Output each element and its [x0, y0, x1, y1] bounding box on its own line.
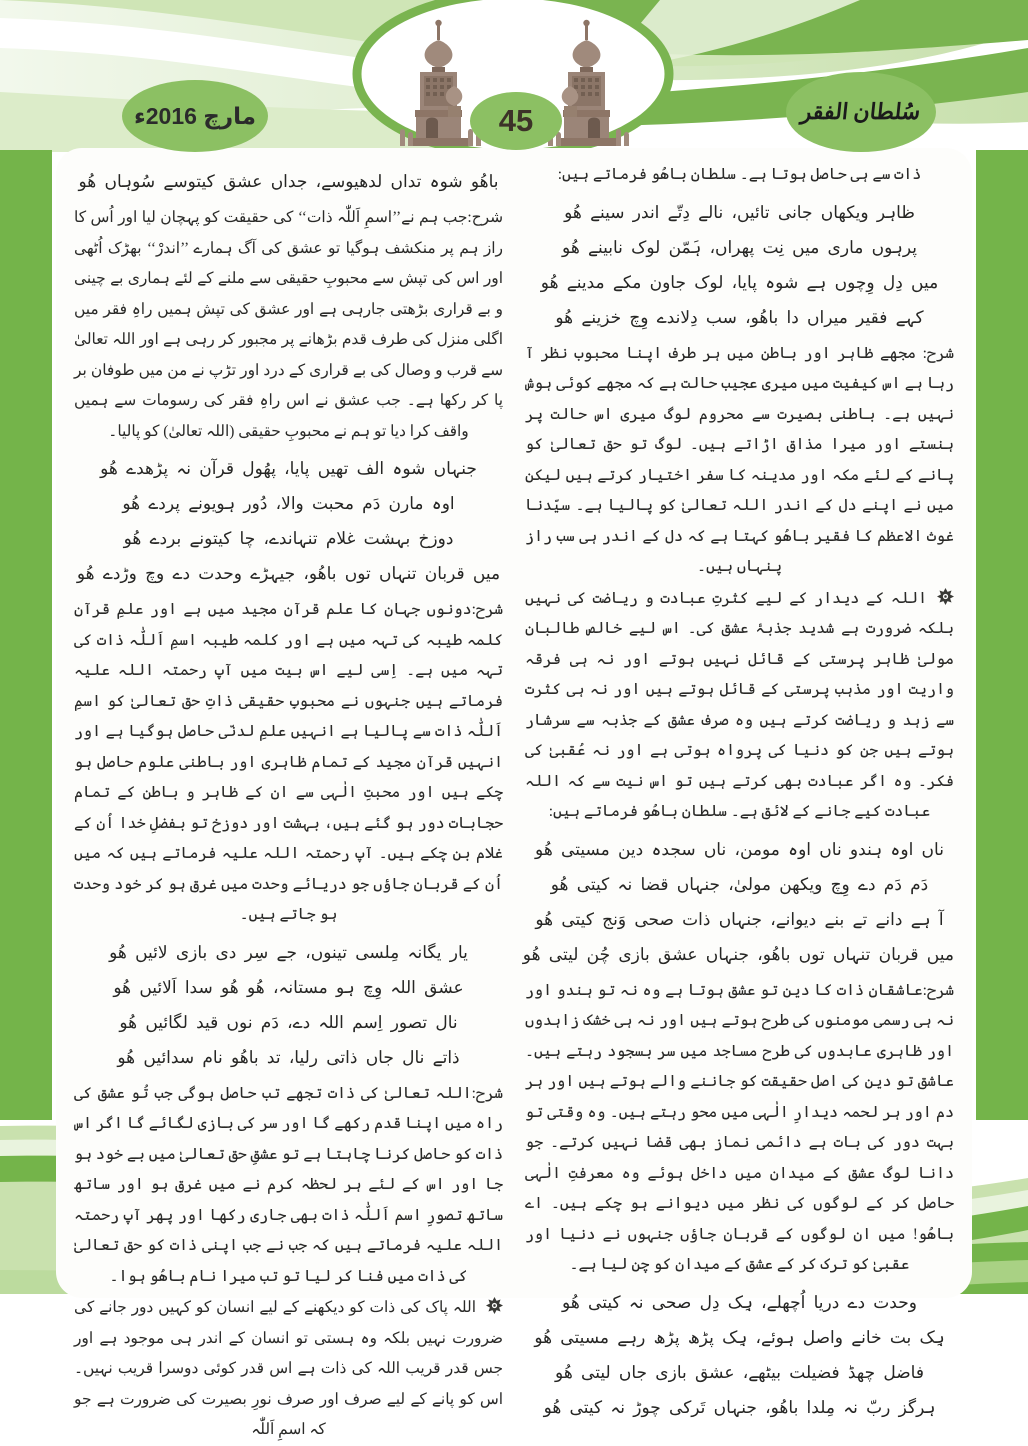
verse-line: میں قربان تنہاں توں باھُو، جنہاں عشق بازی چُن لیتی ھُو — [522, 944, 954, 964]
verse-line: ذاتے نال جاں ذاتی رلیا، تد باھُو نام سدائیں ھُو — [117, 1047, 460, 1067]
verse-line: ناں اوہ ہندو ناں اوہ مومن، ناں سجدہ دین مسیتی ھُو — [535, 839, 944, 859]
verse-line: وحدت دے دریا اُچھلے، ہِک دِل صحی نہ کیتی ھُو — [562, 1292, 917, 1312]
verse-block — [74, 164, 503, 199]
right-text-column — [74, 160, 503, 1438]
verse-line: میں قربان تنہاں توں باھُو، جیہڑے وحدت دے وچ وڑدے ھُو — [76, 564, 501, 583]
verse-block — [522, 832, 954, 972]
verse-line: فاضل چھڈ فضیلت بیٹھے، عشق بازی جاں لیتی ھُو — [555, 1362, 924, 1382]
verse-line: آ ہے دانے تے بنے دیوانے، جنہاں ذات صحی وَنج کیتی ھُو — [535, 909, 944, 929]
commentary-paragraph: شرح:دونوں جہان کا علم قرآنِ مجید میں ہے اور علمِ قرآن کلمہ طیبہ کی تہہ میں ہے اور کلمہ طیبہ اسمِ اَللّٰہ ذات کی تہہ میں ہے۔ اِسی لیے اس بیت میں آپ رحمتہ اللہ علیہ فرماتے ہیں جنہوں نے محبوبِ حقیقی ذاتِ حق تعالیٰ کو اسمِ اَللّٰہ ذات سے پالیا ہے انہیں علمِ لدنّی حاصل ہوگیا ہے اور انہیں قرآنِ مجید کے تمام ظاہری اور باطنی علوم حاصل ہو چکے ہیں اور محبتِ الٰہی سے ان کے ظاہر و باطن کے تمام حجابات دور ہو گئے ہیں، بہشت اور دوزخ تو بفضلِ خدا اُن کے غلام بن چکے ہیں۔ آپ رحمتہ اللہ علیہ فرماتے ہیں کہ میں اُن کے قربان جاؤں جو دریائے وحدت میں غرق ہو کر خود وحدت ہو جاتے ہیں۔ — [74, 601, 503, 923]
commentary-paragraph: شرح:جب ہم نے’’اسمِ اَللّٰہ ذات‘‘ کی حقیقت کو پہچان لیا اور اُس کا راز ہم پر منکشف ہوگیا تو عشق کی آگ ہمارے ’’اندرْ‘‘ بھڑک اُٹھی اور اس کی تپش سے محبوبِ حقیقی سے ملنے کے لئے ہماری بے چینی و بے قراری بڑھتی جارہی ہے اور عشق کی تپش ہمیں راہِ فقر میں اگلی منزل کی طرف قدم بڑھانے پر مجبور کر رہی ہے اور اللہ تعالیٰ سے قرب و وصال کی بے قراری کے درد اور تڑپ نے من میں طوفان بر پا کر رکھا ہے۔ جب عشق نے اس راہِ فقر کی رسومات سے ہمیں واقف کرا دیا تو ہم نے محبوبِ حقیقی (اللہ تعالیٰ) کو پالیا۔ — [74, 209, 503, 440]
verse-line: نال تصور اِسم اللہ دے، دَم نوں قید لگائیں ھُو — [119, 1012, 458, 1032]
commentary-paragraph: شرح:عاشقانِ ذات کا دین تو عشق ہوتا ہے وہ نہ تو ہندو اور نہ ہی رسمی مومنوں کی طرح ہوتے ہیں اور نہ ہی خشک زاہدوں اور ظاہری عابدوں کی طرح مساجد میں سر بسجود رہتے ہیں۔ عاشق تو دین کی اصل حقیقت کو جاننے والے ہوتے ہیں اور ہر دم اور ہر لحمہ دیدارِ الٰہی میں محو رہتے ہیں۔ وہ وقتی تو بہت دور کی بات ہے دائمی نماز بھی قضا نہیں کرتے۔ جو دانا لوگ عشق کے میدان میں داخل ہوئے وہ معرفتِ الٰہی حاصل کر کے لوگوں کی نظر میں دیوانے ہو چکے ہیں۔ اے باھُو! میں ان لوگوں کے قربان جاؤں جنہوں نے دنیا اور عقبیٰ کو ترک کر کے عشق کے میدان کو چن لیا ہے۔ — [525, 981, 954, 1273]
left-text-column — [522, 160, 954, 1417]
verse-line: ہرگز ربّ نہ مِلدا باھُو، جنہاں تَرکی چوڑ نہ کیتی ھُو — [543, 1397, 936, 1417]
page-number-label: 45 — [498, 103, 534, 138]
commentary-paragraph: ذات سے ہی حاصل ہوتا ہے۔ سلطان باھُو فرماتے ہیں: — [557, 166, 922, 183]
ornament-paragraph — [525, 584, 954, 828]
magazine-logo-label: سُلطان الفقر — [800, 99, 923, 124]
verse-line: کہے فقیر میراں دا باھُو، سب دِلاندے وِچ خزینے ھُو — [555, 307, 924, 327]
verse-line: ظاہر ویکھاں جانی تائیں، نالے دِتّے اندر سینے ھُو — [564, 202, 915, 222]
verse-block — [525, 195, 954, 335]
page-header — [0, 0, 1028, 152]
verse-block — [74, 451, 503, 591]
verse-line: باھُو شوہ تداں لدھیوسے، جداں عشق کیتوسے سُوہاں ھُو — [78, 172, 499, 191]
verse-line: دوزخ بہشت غلام تنہاندے، چا کیتونے بردے ھُو — [123, 529, 454, 548]
page-number-badge — [470, 92, 562, 150]
two-column-text-body — [74, 160, 954, 1438]
verse-line: جنہاں شوہ الف تھیں پایا، پھُول قرآن نہ پڑھدے ھُو — [100, 459, 477, 478]
eight-point-star-ornament-icon — [937, 588, 954, 605]
commentary-paragraph: شرح: مجھے ظاہر اور باطن میں ہر طرف اپنا محبوب نظر آ رہا ہے اس کیفیت میں میری عجیب حالت ہے کہ مجھے کوئی ہوش نہیں ہے۔ باطنی بصیرت سے محروم لوگ میری اس حالت پر ہنستے اور میرا مذاق اڑاتے ہیں۔ لوگ تو حق تعالیٰ کو پانے کے لئے مکہ اور مدینہ کا سفر اختیار کرتے ہیں لیکن میں نے اپنے دل کے اندر اللہ تعالیٰ کو پالیا ہے۔ سیّدنا غوث الاعظم کا فقیر باھُو کہتا ہے کہ دل کے اندر ہی سب راز پنہاں ہیں۔ — [525, 344, 954, 575]
verse-line: یار یگانہ مِلسی تینوں، جے سِر دی بازی لائیں ھُو — [109, 942, 468, 962]
magazine-logo-badge — [786, 72, 936, 152]
verse-line: پرہوں ماری میں نِت پھراں، ہَمّن لوک نابینے ھُو — [562, 237, 917, 257]
verse-line: عشق اللہ وِچ ہو مستانہ، ھُو ھُو سدا اَلائیں ھُو — [113, 977, 464, 997]
commentary-paragraph: شرح:اللہ تعالیٰ کی ذات تجھے تب حاصل ہوگی جب تُو عشق کی راہ میں اپنا قدم رکھے گا اور سر کی بازی لگائے گا اگر اس ذات کو حاصل کرنا چاہتا ہے تو عشقِ حق تعالیٰ میں بے خود ہو جا اور اس کے لئے ہر لحظہ کرم نے میں غرق ہو اور ساتھ ساتھ تصورِ اسم اَللّٰہ ذات بھی جاری رکھا اور پھر آپ رحمتہ اللہ علیہ فرماتے ہیں کہ جب نے جب اپنی ذات کو حق تعالیٰ کی ذات میں فنا کر لیا تو تب میرا نام باھُو ہوا۔ — [74, 1084, 503, 1285]
verse-line: دَم دَم دے وِچ ویکھن مولیٰ، جنہاں قضا نہ کیتی ھُو — [550, 874, 929, 894]
verse-block — [74, 935, 503, 1075]
verse-line: میں دِل وِچوں ہے شوہ پایا، لوک جاون مکے مدینے ھُو — [540, 272, 939, 292]
eight-point-star-ornament-icon — [486, 1297, 503, 1314]
ornament-paragraph — [74, 1293, 503, 1446]
verse-line: اوہ مارن دَم محبت والا، دُور ہویونے پردے ھُو — [122, 494, 455, 513]
ornament-paragraph-text: اللہ پاک کی ذات کو دیکھنے کے لیے انسان کو کہیں دور جانے کی ضرورت نہیں بلکہ وہ ہستی تو انسان کے اندر ہی موجود ہے اور جس قدر قریب اللہ کی ذات ہے اس قدر کوئی دوسرا قریب نہیں۔ اس کو پانے کے لیے صرف اور صرف نورِ بصیرت کی ضرورت ہے جو کہ اسمِ اَللّٰہ — [74, 1299, 503, 1438]
verse-line: ہِک بت خانے واصل ہوئے، ہِک پڑھ پڑھ رہے مسیتی ھُو — [534, 1327, 945, 1347]
issue-date-badge — [122, 80, 268, 152]
ornament-paragraph-text: اللہ کے دیدار کے لیے کثرتِ عبادت و ریاضت کی نہیں بلکہ ضرورت ہے شدید جذبۂ عشق کی۔ اس لیے خالص طالبانِ مولیٰ ظاہر پرستی کے قائل نہیں ہوتے اور نہ ہی فرقہ واریت اور مذہب پرستی کے قائل ہوتے ہیں اور نہ ہی کثرت سے زہد و ریاضت کرتے ہیں وہ صرف عشق کے جذبہ سے سرشار ہوتے ہیں جن کو دنیا کی پرواہ ہوتی ہے اور نہ عُقبیٰ کی فکر۔ وہ اگر عبادت بھی کرتے ہیں تو اس نیت سے کہ اللہ عبادت کیے جانے کے لائق ہے۔ سلطان باھُو فرماتے ہیں: — [525, 589, 954, 820]
issue-date-label: مارچ 2016ء — [133, 102, 257, 129]
verse-block — [525, 1285, 954, 1425]
